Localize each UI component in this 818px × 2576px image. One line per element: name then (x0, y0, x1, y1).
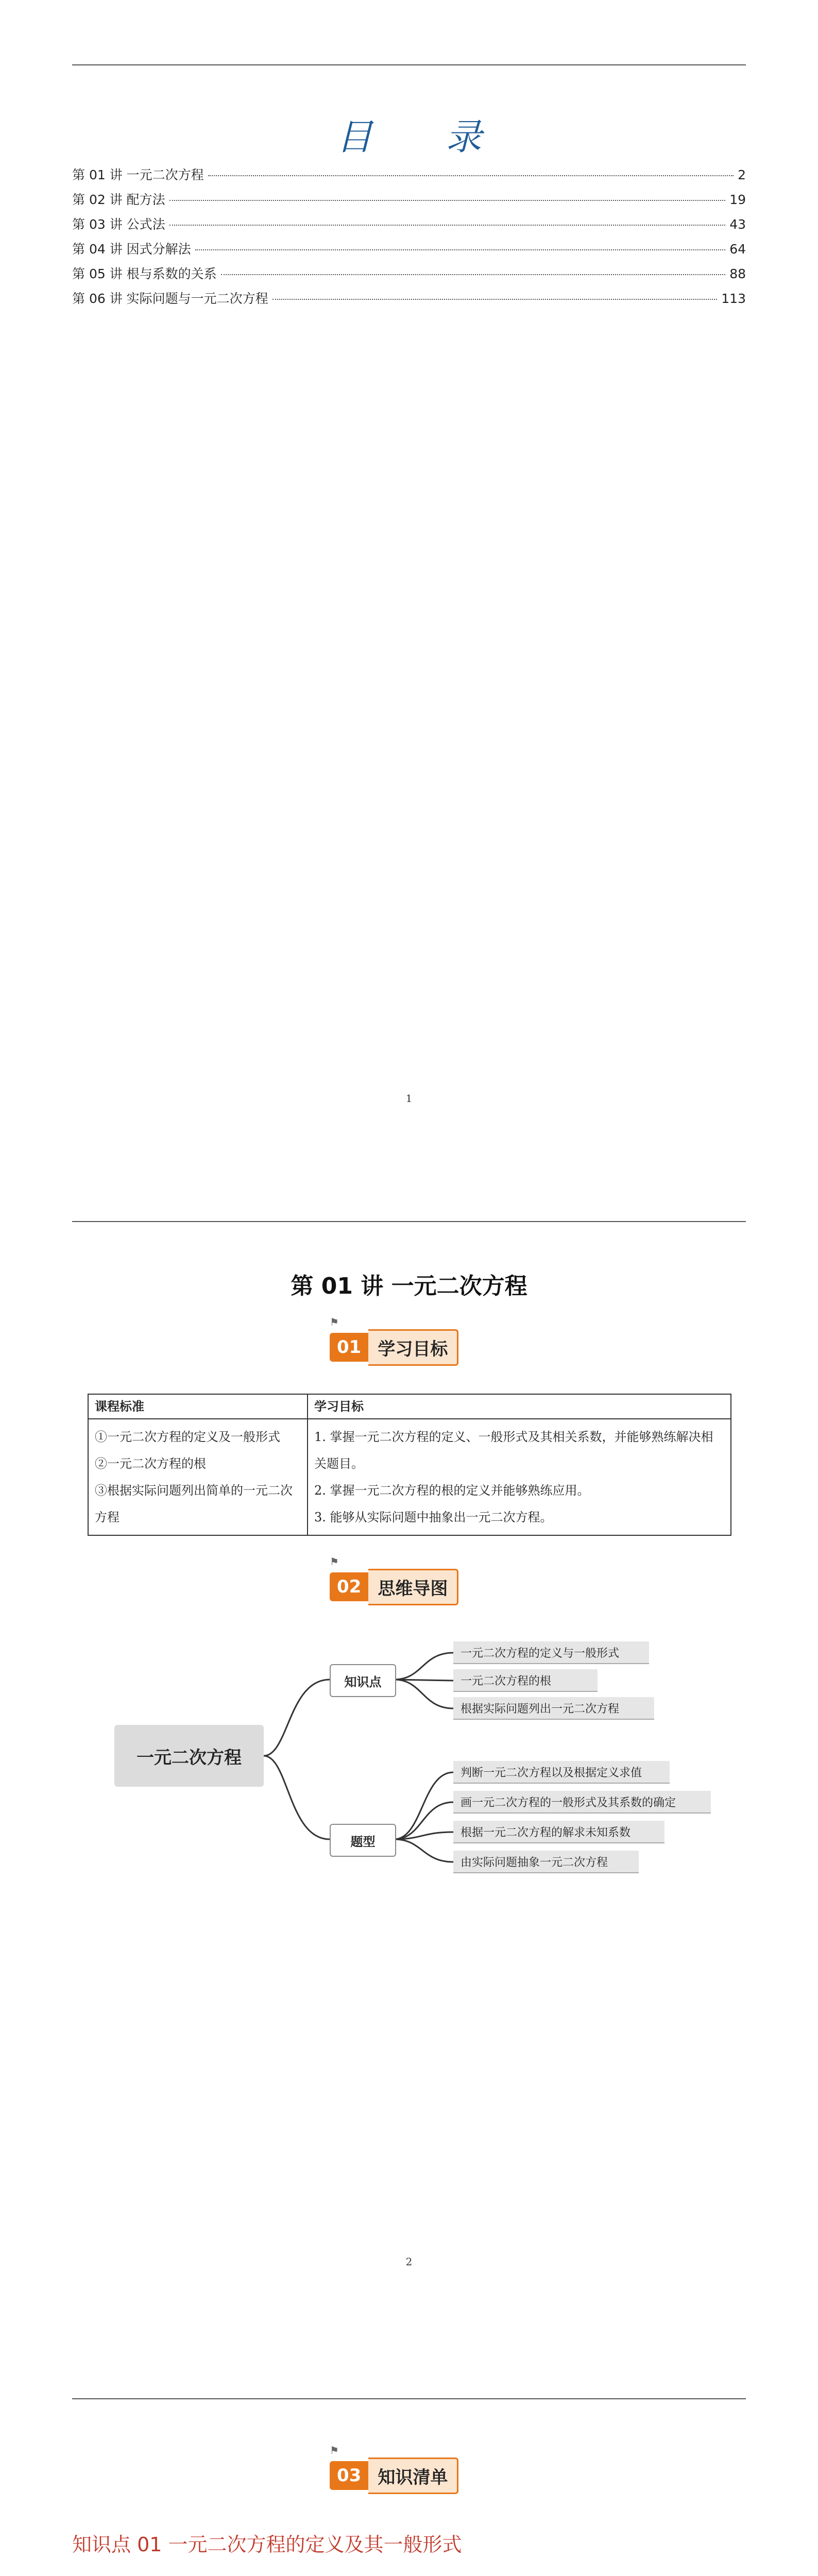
page3-top-rule (72, 2398, 746, 2399)
badge-text: 思维导图 (368, 1569, 458, 1605)
toc-entry-page: 43 (729, 217, 746, 232)
knowledge-point-title: 知识点 01 一元二次方程的定义及其一般形式 (72, 2533, 462, 2556)
badge-text: 学习目标 (368, 1329, 458, 1366)
toc-entry-label: 第 04 讲 因式分解法 (72, 242, 191, 257)
section-badge-knowledge (330, 2444, 458, 2494)
standard-item: ①一元二次方程的定义及一般形式 (95, 1430, 280, 1444)
mindmap-leaf: 判断一元二次方程以及根据定义求值 (453, 1761, 670, 1784)
badge-number: 03 (330, 2461, 368, 2490)
toc-entry-page: 88 (729, 266, 746, 281)
badge-number: 02 (330, 1572, 368, 1601)
flag-icon: ⚑ (330, 1555, 339, 1568)
goal-item: 1. 掌握一元二次方程的定义、一般形式及其相关系数，并能够熟练解决相关题目。 (314, 1430, 713, 1471)
page-number: 2 (405, 2256, 413, 2268)
toc-entry-label: 第 03 讲 公式法 (72, 217, 165, 232)
toc-entry-label: 第 02 讲 配方法 (72, 192, 165, 207)
toc-entry-page: 113 (721, 291, 746, 306)
toc-entry-page: 64 (729, 242, 746, 257)
goal-item: 2. 掌握一元二次方程的根的定义并能够熟练应用。 (314, 1483, 590, 1498)
flag-icon: ⚑ (330, 2444, 339, 2456)
flag-icon: ⚑ (330, 1316, 339, 1328)
mindmap-leaf: 根据一元二次方程的解求未知系数 (453, 1821, 664, 1843)
badge-text: 知识清单 (368, 2458, 458, 2494)
mindmap-leaf: 一元二次方程的定义与一般形式 (453, 1641, 649, 1664)
mindmap-leaf: 画一元二次方程的一般形式及其系数的确定 (453, 1791, 711, 1814)
standard-item: ③根据实际问题列出简单的一元二次方程 (95, 1483, 293, 1524)
mindmap-node-knowledge: 知识点 (330, 1664, 396, 1697)
badge-number: 01 (330, 1333, 368, 1362)
toc-title: 目 录 (336, 116, 513, 158)
toc-entry-label: 第 05 讲 根与系数的关系 (72, 266, 217, 281)
page-number: 1 (405, 1092, 413, 1105)
toc-entry-label: 第 01 讲 一元二次方程 (72, 167, 204, 182)
lesson-title: 第 01 讲 一元二次方程 (291, 1273, 527, 1299)
toc-entry-page: 2 (738, 167, 746, 182)
table-header-goals: 学习目标 (308, 1394, 731, 1419)
standard-item: ②一元二次方程的根 (95, 1456, 206, 1471)
table-header-standard: 课程标准 (88, 1394, 308, 1419)
toc-entry-page: 19 (729, 192, 746, 207)
mindmap-leaf: 由实际问题抽象一元二次方程 (453, 1851, 639, 1873)
mindmap-leaf: 根据实际问题列出一元二次方程 (453, 1697, 654, 1720)
goal-item: 3. 能够从实际问题中抽象出一元二次方程。 (314, 1510, 553, 1524)
mindmap-leaf: 一元二次方程的根 (453, 1669, 598, 1692)
mindmap-root: 一元二次方程 (114, 1725, 264, 1787)
toc-entry-label: 第 06 讲 实际问题与一元二次方程 (72, 291, 268, 306)
mindmap-node-question-types: 题型 (330, 1824, 396, 1857)
